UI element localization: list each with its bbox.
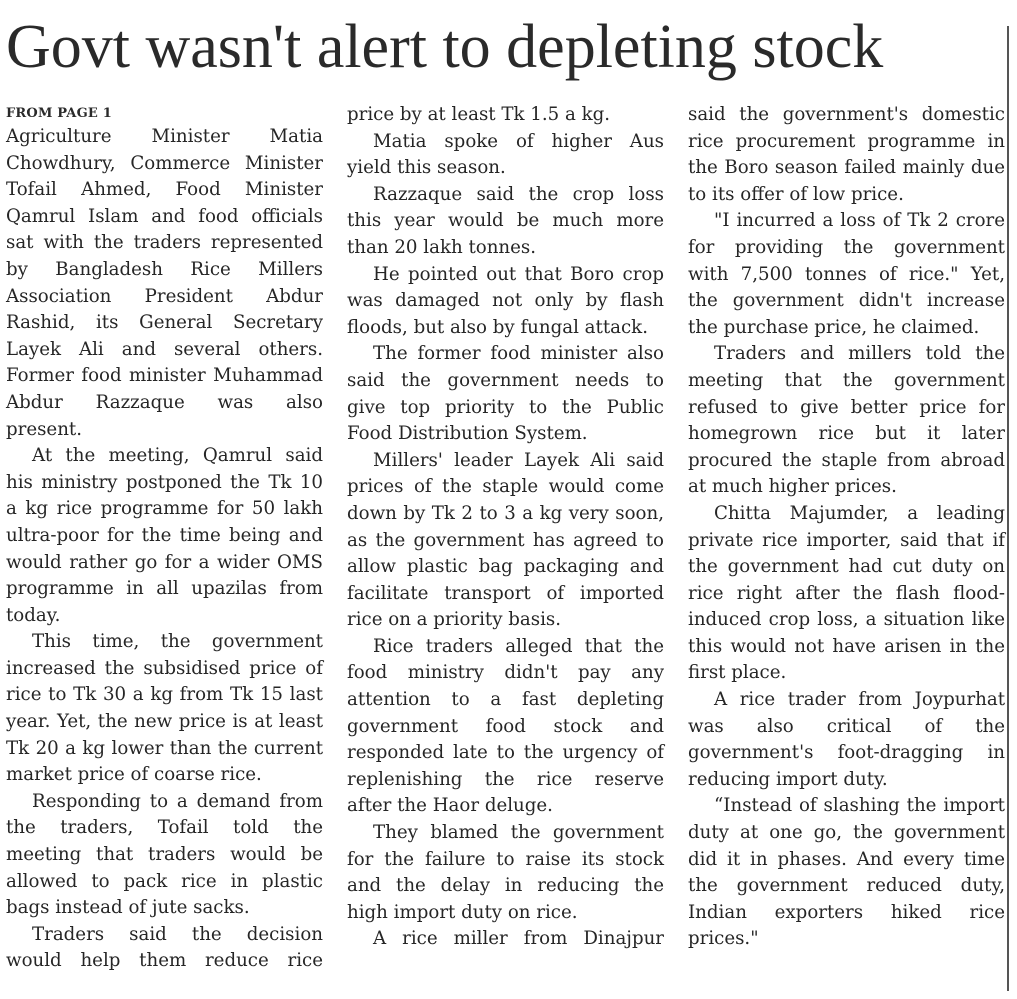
kicker-from-page: FROM PAGE 1 <box>6 106 112 121</box>
paragraph: "I incurred a loss of Tk 2 crore for providing the government with 7,500 tonnes of rice." Yet, the government didn't increase the purchase price, he claimed. <box>688 210 1005 338</box>
paragraph: said the government's domestic rice procurement programme in the Boro season failed mainly due to its offer of low price. <box>688 104 1005 205</box>
paragraph: A rice trader from Joypurhat was also critical of the government's foot-dragging in reducing import duty. <box>688 689 1005 790</box>
paragraph: A rice miller from Dinajpur <box>373 928 664 950</box>
paragraph: Chitta Majumder, a leading private rice importer, said that if the government had cut duty on rice right after the flash flood-induced crop loss, a situation like this would not have arisen in the first place. <box>688 502 1005 684</box>
paragraph: Millers' leader Layek Ali said prices of the staple would come down by Tk 2 to 3 a kg very soon, as the government has agreed to allow plastic bag packaging and facilitate transport of imported rice on a priority basis. <box>347 449 664 631</box>
article-column-3 <box>688 102 1005 953</box>
paragraph: At the meeting, Qamrul said his ministry postponed the Tk 10 a kg rice programme for 50 lakh ultra-poor for the time being and would rather go for a wider OMS programme in all upazilas from today. <box>6 445 323 626</box>
paragraph: This time, the government increased the subsidised price of rice to Tk 30 a kg from Tk 15 last year. Yet, the new price is at least Tk 20 a kg lower than the current market price of coarse rice. <box>6 631 323 786</box>
paragraph: “Instead of slashing the import duty at one go, the government did it in phases. And every time the government reduced duty, Indian exporters hiked rice prices." <box>688 795 1005 950</box>
paragraph: price by at least Tk 1.5 a kg. <box>347 104 611 125</box>
column-rule <box>1007 26 1009 991</box>
paragraph: Rice traders alleged that the food ministry didn't pay any attention to a fast depleting government food stock and responded late to the urgency of replenishing the rice reserve after the Haor deluge. <box>347 635 664 817</box>
headline: Govt wasn't alert to depleting stock <box>6 13 884 81</box>
paragraph: They blamed the government for the failure to raise its stock and the delay in reducing the high import duty on rice. <box>347 822 664 923</box>
paragraph: The former food minister also said the government needs to give top priority to the Public Food Distribution System. <box>347 343 664 445</box>
paragraph: Matia spoke of higher Aus yield this season. <box>347 130 664 179</box>
paragraph: Agriculture Minister Matia Chowdhury, Commerce Minister Tofail Ahmed, Food Minister Qamrul Islam and food officials sat with the traders represented by Bangladesh Rice Millers Association President Abdur Rashid, its General Secretary Layek Ali and several others. Former food minister Muhammad Abdur Razzaque was also present. <box>6 126 323 440</box>
paragraph: Responding to a demand from the traders, Tofail told the meeting that traders would be allowed to pack rice in plastic bags instead of jute sacks. <box>6 790 323 919</box>
paragraph: Traders said the decision would help them reduce rice <box>6 923 323 972</box>
paragraph: Razzaque said the crop loss this year would be much more than 20 lakh tonnes. <box>347 183 664 258</box>
paragraph: Traders and millers told the meeting that the government refused to give better price for homegrown rice but it later procured the staple from abroad at much higher prices. <box>688 343 1005 498</box>
paragraph: He pointed out that Boro crop was damaged not only by flash floods, but also by fungal attack. <box>347 263 664 338</box>
article-column-2 <box>347 102 664 953</box>
article-column-1 <box>6 104 323 975</box>
